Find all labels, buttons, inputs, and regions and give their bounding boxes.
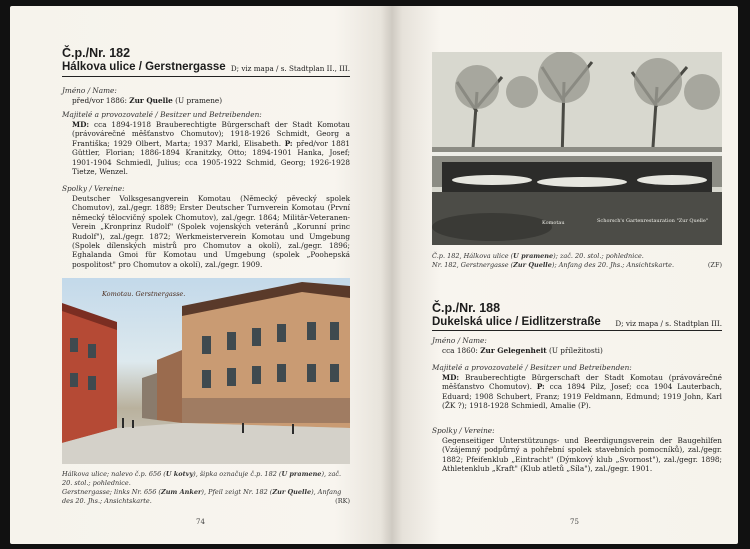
caption-de-bold: Zum Anker	[160, 488, 202, 496]
street-heading: Dukelská ulice / Eidlitzerstraße	[432, 316, 601, 328]
garden-restaurant-photo	[432, 52, 722, 245]
name-label: Jméno / Name:	[432, 336, 487, 345]
garden-scene-illustration	[432, 52, 722, 245]
heading-rule	[432, 330, 722, 331]
name-line	[72, 96, 350, 105]
right-page	[392, 6, 738, 544]
street-scene-illustration	[62, 278, 350, 464]
postcard-caption-title: Schorsch's Gartenrestauration "Zur Quelle"	[597, 218, 709, 224]
caption-de-part: ); Anfang des 20. Jhs.; Ansichtskarte.	[551, 261, 675, 269]
street-heading: Hálkova ulice / Gerstnergasse	[62, 61, 226, 73]
owners-text	[442, 373, 722, 411]
owners-p-tag: P:	[536, 382, 545, 392]
owners-md-tag: MD:	[72, 120, 90, 129]
photo-caption-cz	[62, 470, 350, 488]
photo-caption-de	[62, 488, 350, 506]
caption-de-part: ), Pfeil zeigt Nr. 182 (	[201, 488, 273, 496]
caption-de-bold: Zur Quelle	[513, 261, 552, 269]
owners-md-text: Brauberechtigte Bürgerschaft der Stadt Komotau (právovárečné měšťanstvo Chomutov).	[442, 373, 722, 392]
pub-name: Zur Quelle	[129, 96, 173, 105]
pub-name-translation: (U pramene)	[175, 96, 223, 105]
postcard-caption-town: Komotau	[542, 220, 565, 226]
caption-cz-bold: U pramene	[281, 470, 322, 478]
pub-name: Zur Gelegenheit	[480, 346, 547, 355]
caption-cz-part: Č.p. 182, Hálkova ulice (	[432, 252, 514, 260]
photo-caption-de	[432, 261, 682, 270]
street-photo	[62, 278, 350, 464]
name-period: před/vor 1886:	[72, 96, 127, 105]
entry-number-heading: Č.p./Nr. 182	[62, 46, 131, 60]
caption-de-bold: Zur Quelle	[272, 488, 312, 496]
clubs-label: Spolky / Vereine:	[432, 426, 495, 435]
caption-cz-part: ); zač. 20. stol.; pohlednice.	[553, 252, 644, 260]
owners-p-tag: P:	[284, 138, 293, 148]
caption-cz-bold: U pramene	[513, 252, 554, 260]
photo-caption-cz	[432, 252, 722, 261]
caption-de-part: Gerstnergasse; links Nr. 656 (	[62, 488, 161, 496]
owners-md-text: cca 1894-1918 Brauberechtigte Bürgerschaft der Stadt Komotau (právovárečné měšťanstvo Chomutov); 1918-1926 Schmidt, Georg a Františka; 1929 Olbert, Marta; 1937 Markl, Elisabeth.	[72, 120, 351, 148]
clubs-label: Spolky / Vereine:	[62, 184, 125, 193]
owners-md-tag: MD:	[442, 373, 460, 382]
caption-cz-part: ), zač. 20. stol.; pohlednice.	[62, 470, 342, 487]
entry-number-heading: Č.p./Nr. 188	[432, 301, 501, 315]
owners-label: Majitelé a provozovatelé / Besitzer und Betreibenden:	[432, 363, 632, 372]
name-period: cca 1860:	[442, 346, 478, 355]
owners-p-text: před/vor 1881 Güttler, Florian; 1886-1894 Kranitzky, Otto; 1894-1901 Hanka, Josef; 1901-1904 Schmiedl, Julius; cca 1905-1922 Schmid, Georg; 1926-1928 Tietze, Wenzel.	[72, 138, 350, 177]
clubs-text: Deutscher Volksgesangverein Komotau (Německý pěvecký spolek Chomutov), zal./gegr. 1889; Erster Deutscher Turnverein Komotau (První německý tělocvičný spolek Chomutov), zal./gegr. 1864; Militär-Veteranen-Verein „Kronprinz Rudolf" (Spolek vojenských veteránů „Korunní princ Rudolf"), zal./gegr. 1872; Werkmeisterverein Komotau und Umgebung (Spolek dílenských mistrů pro Chomutov a okolí), zal./gegr. 1896; Eghalanda Gmoi für Komotau und Umgebung (spolek „Poohерská pospolitost" pro Chomutov a okolí), zal./gegr. 1909.	[72, 194, 350, 269]
caption-de-part: Nr. 182, Gerstnergasse (	[432, 261, 514, 269]
owners-p-text: cca 1894 Pilz, Josef; cca 1904 Lauterbach, Eduard; 1908 Schubert, Franz; 1919 Feldmann, Edmund; 1919 John, Karl (ŽK ?); 1918-1928 Schmiedl, Amalie (P).	[442, 382, 723, 411]
caption-cz-part: Hálkova ulice; nalevo č.p. 656 (	[62, 470, 166, 478]
caption-de-part: ), Anfang des 20. Jhs.; Ansichtskarte.	[62, 488, 342, 505]
clubs-text: Gegenseitiger Unterstützungs- und Beerdigungsverein der Baugehilfen (Vzájemný podpůrný a pohřební spolek stavebních pomocníků), zal./gegr. 1882; Pfeifenklub „Eintracht" (Dýmkový klub „Svornost"), zal./gegr. 1898; Athletenklub „Kraft" (Klub atletů „Síla"), zal./gegr. 1901.	[442, 436, 722, 474]
caption-cz-part: ), šipka označuje č.p. 182 (	[193, 470, 282, 478]
heading-rule	[62, 76, 350, 77]
caption-cz-bold: U kotvy	[165, 470, 194, 478]
photo-credit: (ZF)	[707, 261, 722, 269]
left-page	[10, 6, 392, 544]
name-label: Jméno / Name:	[62, 86, 117, 95]
page-number: 75	[570, 518, 579, 526]
owners-text	[72, 120, 350, 176]
name-line	[442, 346, 722, 355]
photo-credit: (RK)	[335, 497, 350, 505]
page-number: 74	[196, 518, 205, 526]
map-reference: D; viz mapa / s. Stadtplan III.	[615, 319, 722, 328]
owners-label: Majitelé a provozovatelé / Besitzer und Betreibenden:	[62, 110, 262, 119]
postcard-caption: Komotau. Gerstnergasse.	[102, 290, 186, 298]
map-reference: D; viz mapa / s. Stadtplan II., III.	[230, 64, 350, 73]
pub-name-translation: (U příležitosti)	[548, 346, 603, 355]
